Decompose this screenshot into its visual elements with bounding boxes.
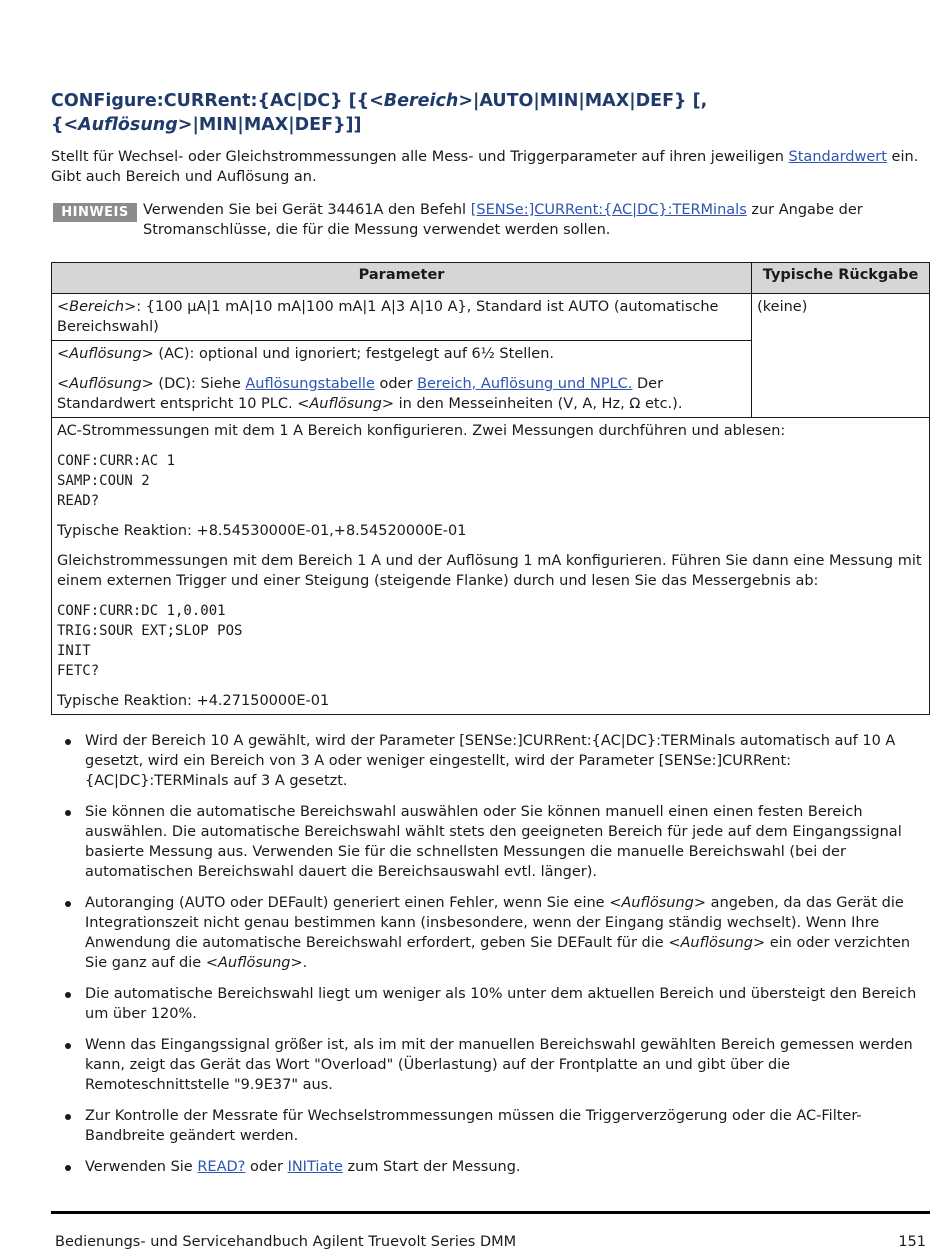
response-dc: Typische Reaktion: +4.27150000E-01 — [57, 693, 330, 709]
table-row — [52, 294, 930, 341]
code-block-ac: CONF:CURR:AC 1 SAMP:COUN 2 READ? — [57, 453, 176, 509]
table-header-row — [52, 263, 930, 294]
terminals-command-link[interactable]: [SENSe:]CURRent:{AC|DC}:TERMinals — [470, 202, 747, 218]
header-typical-return: Typische Rückgabe — [752, 263, 930, 294]
intro-paragraph: Stellt für Wechsel- oder Gleichstrommessungen alle Mess- und Triggerparameter auf ihren jeweiligen Standardwert ein. Gibt auch Bereich und Auflösung an. — [51, 149, 919, 185]
note-text: Verwenden Sie bei Gerät 34461A den Befehl [SENSe:]CURRent:{AC|DC}:TERMinals zur Angabe der Stromanschlüsse, die für die Messung verwendet werden sollen. — [143, 202, 863, 238]
list-item: Autoranging (AUTO oder DEFault) generiert einen Fehler, wenn Sie eine <Auflösung> angeben, da das Gerät die Integrationszeit nicht genau bestimmen kann (insbesondere, wenn der Eingang ständig wechselt). Wenn Ihre Anwendung die automatische Bereichswahl erfordert, geben Sie DEFault für die <Auflösung> ein oder verzichten Sie ganz auf die <Auflösung>. — [51, 893, 930, 973]
list-item: Sie können die automatische Bereichswahl auswählen oder Sie können manuell einen einen festen Bereich auswählen. Die automatische Bereichswahl wählt stets den geeigneten Bereich für jede auf dem Eingangssignal basierte Messung aus. Verwenden Sie für die schnellsten Messungen die manuelle Bereichswahl (bei der automatischen Bereichswahl dauert die Bereichsauswahl evtl. länger). — [51, 802, 930, 882]
footer-divider — [51, 1211, 930, 1214]
list-item: Verwenden Sie READ? oder INITiate zum Start der Messung. — [51, 1157, 930, 1177]
header-parameter: Parameter — [52, 263, 752, 294]
notes-list — [51, 731, 930, 1188]
note-box — [51, 200, 930, 240]
example-cell — [52, 418, 930, 715]
table-row — [52, 418, 930, 715]
response-ac: Typische Reaktion: +8.54530000E-01,+8.54520000E-01 — [57, 523, 467, 539]
initiate-command-link[interactable]: INITiate — [287, 1159, 343, 1175]
note-badge: HINWEIS — [53, 203, 137, 222]
code-block-dc: CONF:CURR:DC 1,0.001 TRIG:SOUR EXT;SLOP POS INIT FETC? — [57, 603, 243, 679]
page-footer — [55, 1232, 926, 1252]
list-item: Wenn das Eingangssignal größer ist, als im mit der manuellen Bereichswahl gewählten Bereich gemessen werden kann, zeigt das Gerät das Wort "Overload" (Überlastung) auf der Frontplatte an und gibt über die Remoteschnittstelle "9.9E37" aus. — [51, 1035, 930, 1095]
parameter-table — [51, 262, 930, 715]
range-parameter-cell: <Bereich>: {100 µA|1 mA|10 mA|100 mA|1 A|3 A|10 A}, Standard ist AUTO (automatische Bereichswahl) — [52, 294, 752, 341]
footer-title: Bedienungs- und Servicehandbuch Agilent Truevolt Series DMM — [55, 1234, 517, 1250]
list-item: Wird der Bereich 10 A gewählt, wird der Parameter [SENSe:]CURRent:{AC|DC}:TERMinals automatisch auf 10 A gesetzt, wird ein Bereich von 3 A oder weniger eingestellt, wird der Parameter [SENSe:]CURRent:{AC|DC}:TERMinals auf 3 A gesetzt. — [51, 731, 930, 791]
example-intro-ac: AC-Strommessungen mit dem 1 A Bereich konfigurieren. Zwei Messungen durchführen und ablesen: — [57, 423, 786, 439]
command-title: CONFigure:CURRent:{AC|DC} [{<Bereich>|AUTO|MIN|MAX|DEF} [, {<Auflösung>|MIN|MAX|DEF}]] — [51, 91, 708, 135]
default-value-link[interactable]: Standardwert — [788, 149, 887, 165]
resolution-parameter-cell: <Auflösung> (AC): optional und ignoriert; festgelegt auf 6½ Stellen. <Auflösung> (DC): Siehe Auflösungstabelle oder Bereich, Auflösung und NPLC. Der Standardwert entspricht 10 PLC. <Auflösung> in den Messeinheiten (V, A, Hz, Ω etc.). — [52, 341, 752, 418]
read-command-link[interactable]: READ? — [197, 1159, 246, 1175]
list-item: Die automatische Bereichswahl liegt um weniger als 10% unter dem aktuellen Bereich und übersteigt den Bereich um über 120%. — [51, 984, 930, 1024]
list-item: Zur Kontrolle der Messrate für Wechselstrommessungen müssen die Triggerverzögerung oder die AC-Filter-Bandbreite geändert werden. — [51, 1106, 930, 1146]
typical-return-cell: (keine) — [752, 294, 930, 418]
example-intro-dc: Gleichstrommessungen mit dem Bereich 1 A und der Auflösung 1 mA konfigurieren. Führen Sie dann eine Messung mit einem externen Trigger und einer Steigung (steigende Flanke) durch und lesen Sie das Messergebnis ab: — [57, 553, 922, 589]
page-number: 151 — [898, 1234, 926, 1250]
range-resolution-nplc-link[interactable]: Bereich, Auflösung und NPLC. — [417, 376, 633, 392]
resolution-table-link[interactable]: Auflösungstabelle — [245, 376, 375, 392]
